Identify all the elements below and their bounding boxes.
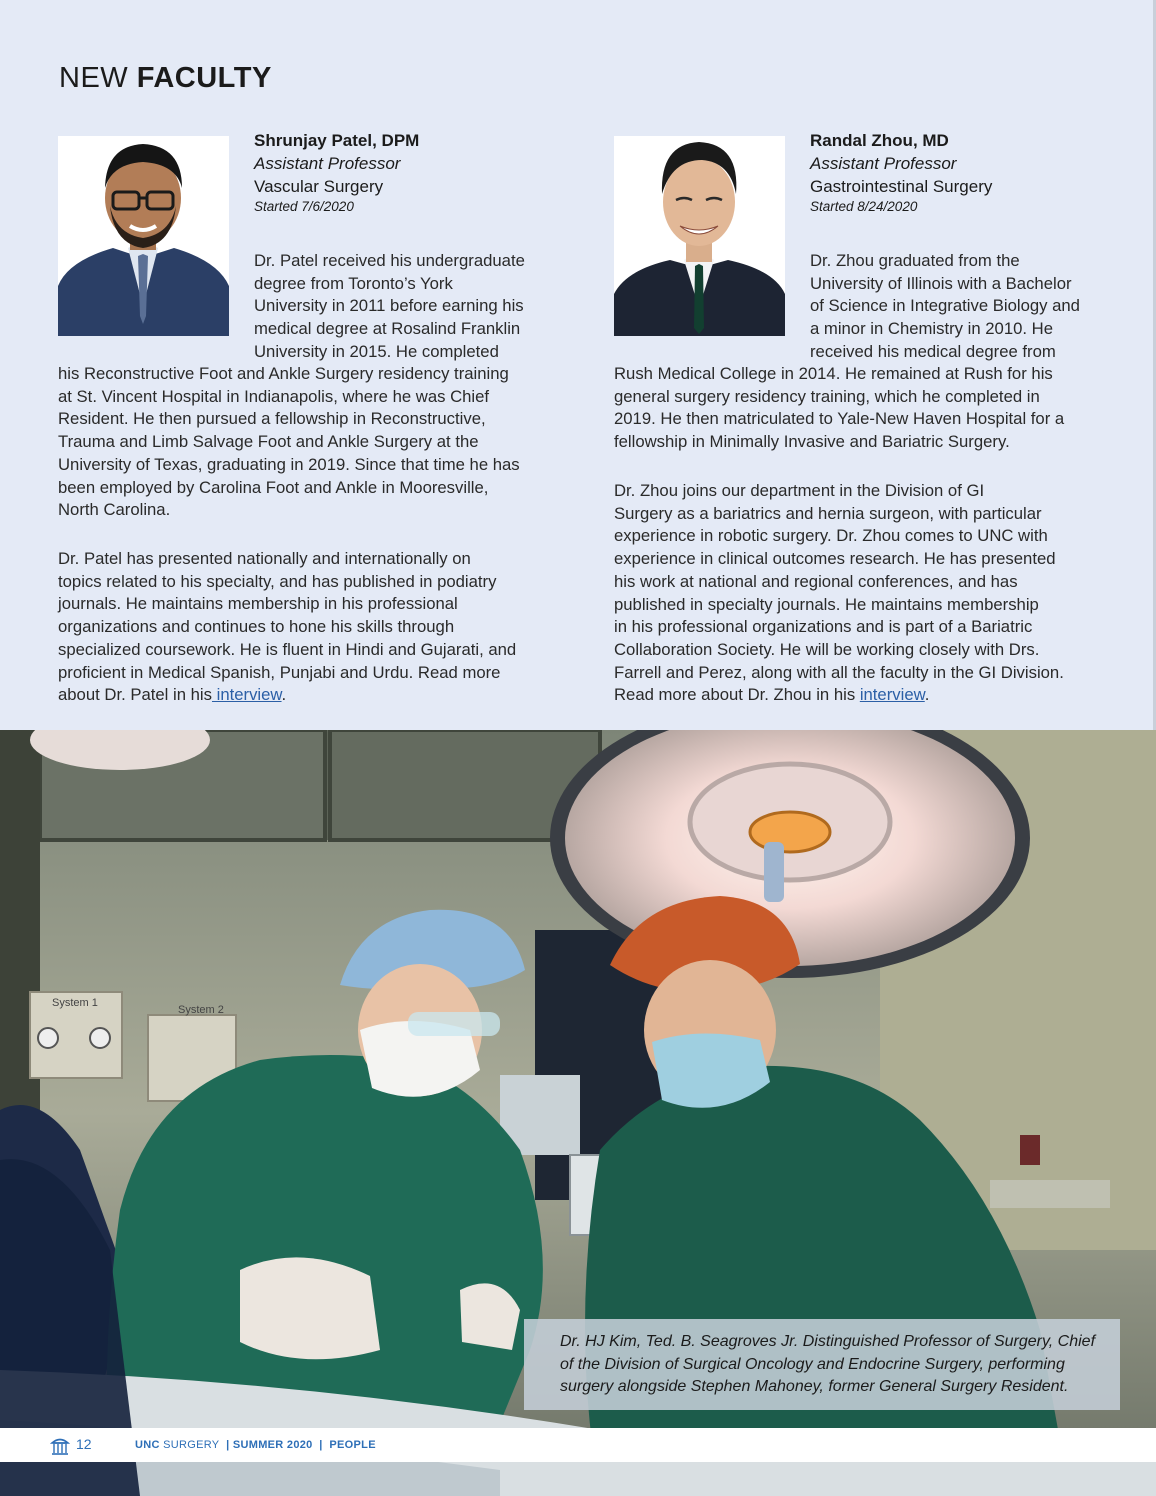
patel-bio-2 xyxy=(58,548,588,707)
bio-line: Dr. Patel received his undergraduate xyxy=(254,251,525,270)
patel-portrait xyxy=(58,136,229,336)
bio-line: University of Illinois with a Bachelor xyxy=(810,273,1072,293)
old-well-icon xyxy=(50,1435,70,1455)
bio-line: fellowship in Minimally Invasive and Bariatric Surgery. xyxy=(614,432,1010,452)
zhou-info xyxy=(810,129,992,215)
patel-interview-link[interactable]: interview xyxy=(211,685,282,705)
faculty-title: Assistant Professor xyxy=(254,154,401,173)
bio-line: Surgery as a bariatrics and hernia surgeon, with particular xyxy=(614,503,1042,523)
bio-line: University in 2011 before earning his xyxy=(254,296,524,316)
bio-line: 2019. He then matriculated to Yale-New Haven Hospital for a xyxy=(614,409,1065,429)
bio-line: Trauma and Limb Salvage Foot and Ankle Surgery at the xyxy=(58,432,479,452)
bio-line: in his professional organizations and is part of a Bariatric xyxy=(614,617,1033,637)
bio-line: medical degree at Rosalind Franklin xyxy=(254,319,521,339)
publication-label: UNC SURGERY | SUMMER 2020 | PEOPLE xyxy=(135,1439,376,1451)
bio-line: Read more about Dr. Zhou in his interview. xyxy=(614,685,930,705)
zhou-bio-2 xyxy=(614,480,1114,707)
bio-line: experience in clinical outcomes research. He has presented xyxy=(614,549,1056,569)
bio-line: University of Texas, graduating in 2019. Since that time he has xyxy=(58,454,520,474)
bio-line: specialized coursework. He is fluent in Hindi and Gujarati, and xyxy=(58,639,517,659)
zhou-bio-rest xyxy=(614,363,1114,454)
page-number: 12 xyxy=(76,1436,92,1452)
bio-line: his Reconstructive Foot and Ankle Surgery residency training xyxy=(58,364,509,383)
bio-line: organizations and continues to hone his skills through xyxy=(58,617,455,637)
bio-line: of Science in Integrative Biology and xyxy=(810,296,1080,316)
bio-line: received his medical degree from xyxy=(810,341,1056,361)
bio-line: degree from Toronto’s York xyxy=(254,273,453,293)
bio-line: Rush Medical College in 2014. He remained at Rush for his xyxy=(614,364,1053,383)
bio-line: published in specialty journals. He maintains membership xyxy=(614,594,1039,614)
section-label: PEOPLE xyxy=(329,1439,376,1451)
photo-caption: Dr. HJ Kim, Ted. B. Seagroves Jr. Distinguished Professor of Surgery, Chief of the Division of Surgical Oncology and Endocrine Surgery, performing surgery alongside Stephen Mahoney, former General Surgery Resident. xyxy=(524,1319,1120,1410)
bio-line: topics related to his specialty, and has published in podiatry xyxy=(58,571,497,591)
bio-line: Dr. Zhou joins our department in the Division of GI xyxy=(614,481,985,500)
bio-line: North Carolina. xyxy=(58,500,171,520)
page-title: NEW FACULTY xyxy=(59,62,272,94)
bio-line: Farrell and Perez, along with all the faculty in the GI Division. xyxy=(614,662,1064,682)
bio-line: journals. He maintains membership in his professional xyxy=(58,594,458,614)
patel-bio-wrap xyxy=(254,250,584,364)
faculty-division: Gastrointestinal Surgery xyxy=(810,177,993,196)
bio-line: experience in robotic surgery. Dr. Zhou comes to UNC with xyxy=(614,526,1048,546)
bio-line: general surgery residency training, which he completed in xyxy=(614,386,1040,406)
bio-line: a minor in Chemistry in 2010. He xyxy=(810,319,1053,339)
wall-label: System 1 xyxy=(52,997,98,1009)
start-date: Started 8/24/2020 xyxy=(810,199,918,214)
bio-line: University in 2015. He completed xyxy=(254,341,499,361)
bio-line: Dr. Zhou graduated from the xyxy=(810,251,1020,270)
bio-line: proficient in Medical Spanish, Punjabi and Urdu. Read more xyxy=(58,662,501,682)
faculty-title: Assistant Professor xyxy=(810,154,957,173)
start-date: Started 7/6/2020 xyxy=(254,199,354,214)
bio-line: about Dr. Patel in his interview. xyxy=(58,685,287,705)
patel-bio-rest xyxy=(58,363,588,522)
bio-line: Collaboration Society. He will be working closely with Drs. xyxy=(614,639,1040,659)
bio-line: been employed by Carolina Foot and Ankle in Mooresville, xyxy=(58,477,489,497)
faculty-division: Vascular Surgery xyxy=(254,177,384,196)
page-footer xyxy=(0,1428,1156,1462)
bio-line: Resident. He then pursued a fellowship in Reconstructive, xyxy=(58,409,486,429)
zhou-interview-link[interactable]: interview xyxy=(859,685,925,705)
zhou-bio-wrap xyxy=(810,250,1110,364)
bio-line: Dr. Patel has presented nationally and internationally on xyxy=(58,549,471,568)
patel-info xyxy=(254,129,419,215)
wall-label: System 2 xyxy=(178,1004,224,1016)
faculty-name: Randal Zhou, MD xyxy=(810,131,949,150)
zhou-portrait xyxy=(614,136,785,336)
bio-line: at St. Vincent Hospital in Indianapolis, where he was Chief xyxy=(58,386,490,406)
bio-line: his work at national and regional conferences, and has xyxy=(614,571,1018,591)
faculty-name: Shrunjay Patel, DPM xyxy=(254,131,420,150)
